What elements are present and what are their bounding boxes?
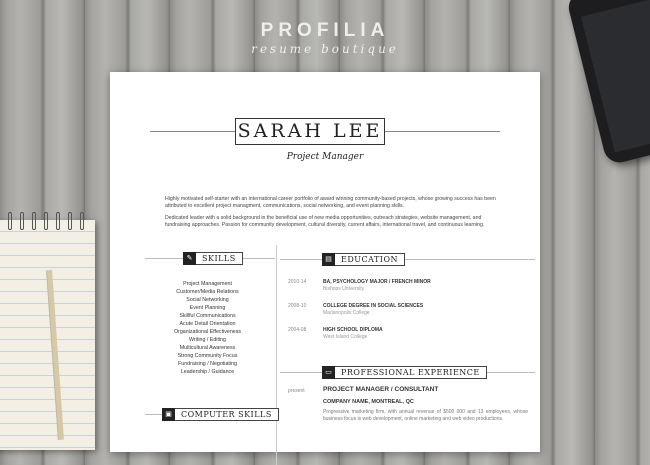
skill-item: Strong Community Focus <box>177 353 238 359</box>
experience-heading: ▭ PROFESSIONAL EXPERIENCE <box>322 366 487 379</box>
briefcase-icon: ▭ <box>322 366 335 379</box>
skill-item: Multicultural Awareness <box>179 345 236 351</box>
summary-paragraph: Dedicated leader with a solid background in the beneficial use of new media opportunities, outreach strategies, website management, and fundraising approaches. Passion for community development, cultural diversity, current affairs, international travel, and continuous learning. <box>165 215 485 228</box>
pen-icon: ✎ <box>183 252 196 265</box>
skills-heading: ✎ SKILLS <box>183 252 243 265</box>
resume-role: Project Manager <box>286 152 364 162</box>
computer-skills-heading: ▣ COMPUTER SKILLS <box>162 408 279 421</box>
computer-icon: ▣ <box>162 408 175 421</box>
skill-item: Leadership / Guidance <box>180 369 235 375</box>
skill-item: Project Management <box>183 281 232 287</box>
column-divider <box>276 245 277 465</box>
job-company: COMPANY NAME, MONTREAL, QC <box>323 399 414 405</box>
resume-page: SARAH LEE Project Manager Highly motivated self-starter with an international career portfolio of award winning community-based projects, whose growing success has been attributed to excellent project managment, communications, social networking, and event planning skills. Dedicated leader with a solid background in the beneficial use of new media opportunities, outreach strategies, website management, and fundraising approaches. Passion for community development, cultural diversity, current affairs, international travel, and continuous learning. ✎ SKILLS Project Management Customer/Media Relations Social Networking Event Planning Skillful Communications Acute Detail Orientation Organizational Effectiveness Writing / Editing Multicultural Awareness Strong Community Focus Fundraising / Negotiating Leadership / Guidance ▣ COMPUTER SKILLS ▤ EDUCATION 2010-14 BA, PSYCHOLOGY MAJOR / FRENCH MINOR Bishops University 2008-10 COLLEGE DEGREE IN SOCIAL SCIENCES Marianopolis College 2004-08 HIGH SCHOOL DIPLOMA West Island College ▭ PROFESSIONAL EXPERIENCE present PROJECT MANAGER / CONSULTANT COMPANY NAME, MONTREAL, QC Progressive marketing firm, with annual revenue of $500 000 and 13 employees, whose business focus is web development, online marketing and web video productions. <box>110 72 540 452</box>
skill-item: Customer/Media Relations <box>176 289 239 295</box>
skill-item: Organizational Effectiveness <box>173 329 242 335</box>
resume-name: SARAH LEE <box>235 118 385 145</box>
skill-item: Acute Detail Orientation <box>179 321 236 327</box>
skill-item: Skillful Communications <box>179 313 236 319</box>
skill-item: Event Planning <box>189 305 226 311</box>
smartphone <box>565 0 650 166</box>
education-heading: ▤ EDUCATION <box>322 253 405 266</box>
brand-logo: PROFILIA <box>260 20 390 41</box>
skill-item: Writing / Editing <box>189 337 226 343</box>
skill-item: Fundraising / Negotiating <box>178 361 237 367</box>
notepad <box>0 220 95 450</box>
brand-tagline: resume boutique <box>251 42 399 56</box>
job-description: Progressive marketing firm, with annual revenue of $500 000 and 13 employees, whose business focus is web development, online marketing and web video productions. <box>323 409 528 422</box>
book-icon: ▤ <box>322 253 335 266</box>
job-title: PROJECT MANAGER / CONSULTANT <box>323 386 439 393</box>
summary-paragraph: Highly motivated self-starter with an international career portfolio of award winning community-based projects, whose growing success has been attributed to excellent project managment, communications, social networking, and event planning skills. <box>165 196 496 209</box>
skills-list <box>150 280 265 376</box>
skill-item: Social Networking <box>186 297 229 303</box>
summary <box>165 196 507 234</box>
